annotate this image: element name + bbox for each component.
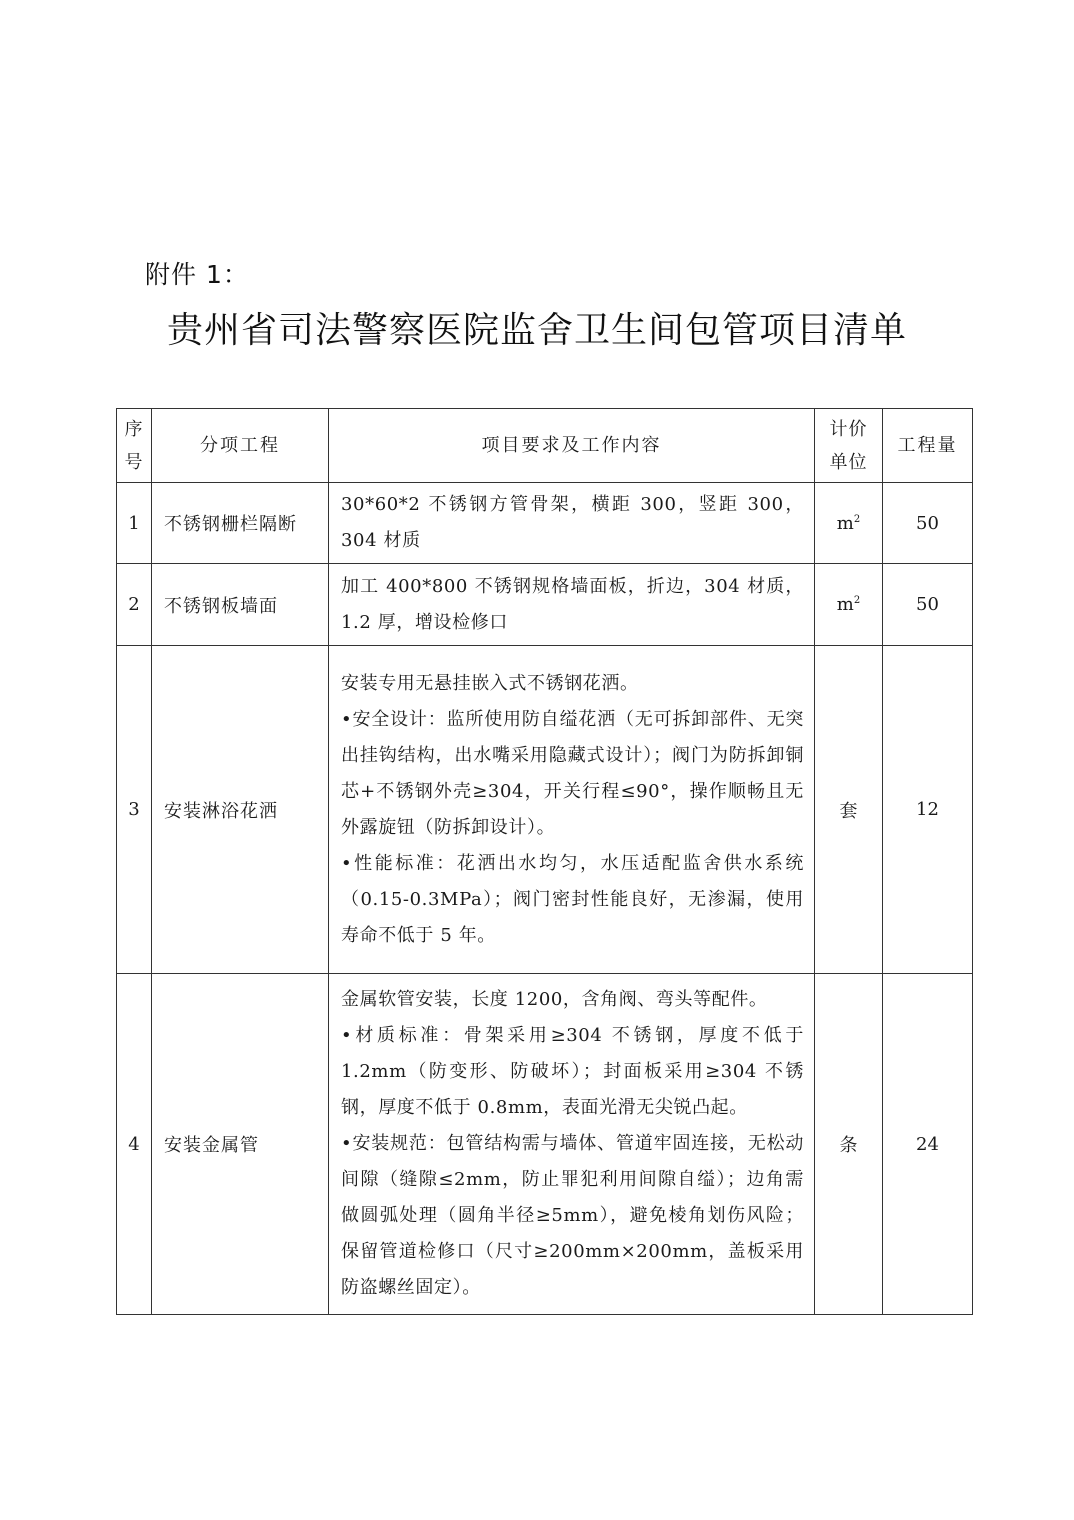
content-paragraph: 安装专用无悬挂嵌入式不锈钢花洒。: [341, 672, 639, 694]
column-header-item: 分项工程: [152, 409, 329, 483]
row-item: 不锈钢板墙面: [152, 564, 329, 646]
row-unit: 套: [815, 646, 883, 974]
row-seq: 3: [117, 646, 152, 974]
content-paragraph: 30*60*2 不锈钢方管骨架，横距 300，竖距 300，304 材质: [341, 494, 804, 551]
row-unit: [815, 564, 883, 646]
content-paragraph: •性能标准：花洒出水均匀，水压适配监舍供水系统（0.15-0.3MPa）；阀门密封性能良好，无渗漏，使用寿命不低于 5 年。: [341, 852, 804, 946]
column-header-qty: 工程量: [883, 409, 973, 483]
column-header-seq: [117, 409, 152, 483]
unit-base: m: [836, 594, 854, 615]
row-unit: 条: [815, 974, 883, 1315]
row-content: [329, 974, 815, 1315]
row-content: [329, 564, 815, 646]
row-item: 安装金属管: [152, 974, 329, 1315]
unit-superscript: 2: [853, 595, 861, 606]
column-header-content: 项目要求及工作内容: [329, 409, 815, 483]
row-item: 不锈钢栅栏隔断: [152, 483, 329, 564]
row-seq: 4: [117, 974, 152, 1315]
row-unit: [815, 483, 883, 564]
row-item: 安装淋浴花洒: [152, 646, 329, 974]
column-header-unit-line1: 计价: [829, 418, 868, 440]
project-table: [116, 408, 973, 1315]
column-header-unit-line2: 单位: [829, 451, 868, 473]
row-content: [329, 646, 815, 974]
unit-base: m: [836, 512, 854, 534]
content-paragraph: 金属软管安装，长度 1200，含角阀、弯头等配件。: [341, 989, 768, 1010]
column-header-seq-line1: 序: [124, 418, 144, 440]
table-header-row: [117, 409, 973, 483]
table-row: [117, 974, 973, 1315]
row-content: [329, 483, 815, 564]
row-qty: 50: [883, 564, 973, 646]
document-title: 贵州省司法警察医院监舍卫生间包管项目清单: [166, 310, 907, 351]
content-paragraph: •安全设计：监所使用防自缢花洒（无可拆卸部件、无突出挂钩结构，出水嘴采用隐藏式设计）；阀门为防拆卸铜芯+不锈钢外壳≥304，开关行程≤90°，操作顺畅且无外露旋钮（防拆卸设计）。: [341, 708, 804, 838]
row-seq: 2: [117, 564, 152, 646]
row-seq: 1: [117, 483, 152, 564]
content-paragraph: •材质标准：骨架采用≥304 不锈钢，厚度不低于 1.2mm（防变形、防破坏）；封面板采用≥304 不锈钢，厚度不低于 0.8mm，表面光滑无尖锐凸起。: [341, 1025, 804, 1118]
content-paragraph: •安装规范：包管结构需与墙体、管道牢固连接，无松动间隙（缝隙≤2mm，防止罪犯利用间隙自缢）；边角需做圆弧处理（圆角半径≥5mm），避免棱角划伤风险；保留管道检修口（尺寸≥200mm×200mm，盖板采用防盗螺丝固定）。: [341, 1133, 804, 1298]
row-qty: 12: [883, 646, 973, 974]
column-header-unit: [815, 409, 883, 483]
content-paragraph: 加工 400*800 不锈钢规格墙面板，折边，304 材质，1.2 厚，增设检修口: [341, 575, 804, 633]
column-header-seq-line2: 号: [124, 451, 144, 473]
table-row: [117, 483, 973, 564]
attachment-label: 附件 1：: [145, 260, 249, 289]
table-row: [117, 646, 973, 974]
table-row: [117, 564, 973, 646]
unit-superscript: 2: [853, 513, 861, 525]
row-qty: 50: [883, 483, 973, 564]
row-qty: 24: [883, 974, 973, 1315]
